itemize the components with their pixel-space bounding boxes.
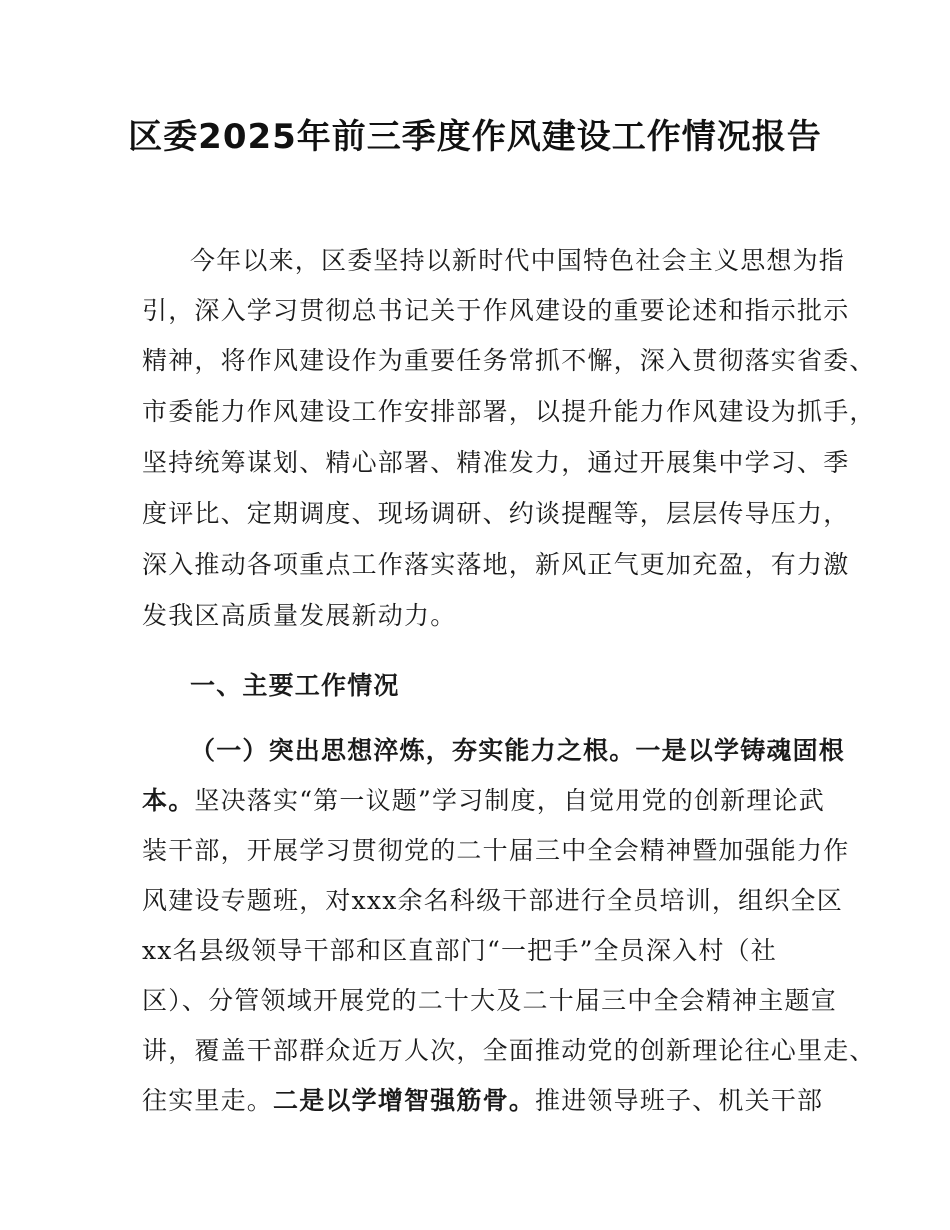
intro-line: 发我区高质量发展新动力。 bbox=[142, 601, 457, 630]
body-line: 区）、分管领域开展党的二十大及二十届三中全会精神主题宣 bbox=[142, 986, 837, 1015]
body-line: xx名县级领导干部和区直部门“一把手”全员深入村（社 bbox=[142, 936, 777, 965]
intro-line: 市委能力作风建设工作安排部署，以提升能力作风建设为抓手， bbox=[142, 397, 876, 426]
subsection-heading: （一）突出思想淬炼，夯实能力之根。一是以学铸魂固根 bbox=[190, 736, 846, 765]
intro-line: 精神，将作风建设作为重要任务常抓不懈，深入贯彻落实省委、 bbox=[142, 346, 876, 375]
intro-line: 坚持统筹谋划、精心部署、精准发力，通过开展集中学习、季 bbox=[142, 448, 850, 477]
bold-phrase: 本。 bbox=[142, 786, 195, 815]
bold-phrase: 二是以学增智强筋骨。 bbox=[273, 1086, 536, 1115]
body-text: 推进领导班子、机关干部 bbox=[535, 1086, 824, 1115]
body-text: 往实里走。 bbox=[142, 1086, 274, 1115]
body-line: 装干部，开展学习贯彻党的二十届三中全会精神暨加强能力作 bbox=[142, 836, 850, 865]
section-heading: 一、主要工作情况 bbox=[190, 671, 400, 700]
intro-line: 深入推动各项重点工作落实落地，新风正气更加充盈，有力激 bbox=[142, 550, 850, 579]
intro-line: 度评比、定期调度、现场调研、约谈提醒等，层层传导压力， bbox=[142, 499, 850, 528]
body-line bbox=[142, 1083, 823, 1119]
body-line bbox=[142, 783, 825, 819]
body-text: 坚决落实“第一议题”学习制度，自觉用党的创新理论武 bbox=[194, 786, 825, 815]
intro-line: 今年以来，区委坚持以新时代中国特色社会主义思想为指 bbox=[190, 246, 846, 275]
body-line: 讲，覆盖干部群众近万人次，全面推动党的创新理论往心里走、 bbox=[142, 1036, 876, 1065]
document-title: 区委2025年前三季度作风建设工作情况报告 bbox=[128, 117, 822, 157]
body-line: 风建设专题班，对xxx余名科级干部进行全员培训，组织全区 bbox=[142, 886, 843, 915]
intro-line: 引，深入学习贯彻总书记关于作风建设的重要论述和指示批示 bbox=[142, 296, 850, 325]
